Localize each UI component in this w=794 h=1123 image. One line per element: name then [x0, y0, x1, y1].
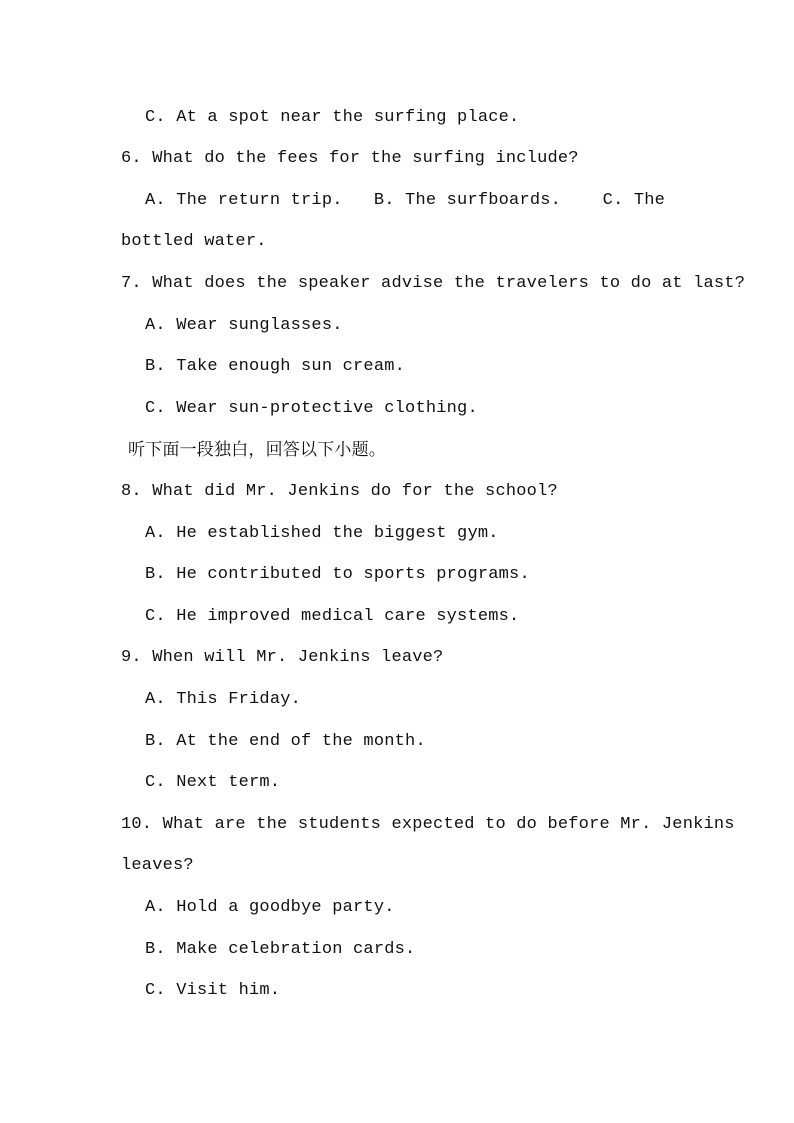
q5-option-c: C. At a spot near the surfing place. [145, 108, 520, 127]
question-7: 7. What does the speaker advise the travelers to do at last? [121, 274, 746, 293]
q7-option-a: A. Wear sunglasses. [145, 316, 343, 335]
q6-options: A. The return trip. B. The surfboards. C. The [145, 191, 666, 210]
question-10: 10. What are the students expected to do before Mr. Jenkins [121, 815, 735, 834]
q8-option-c: C. He improved medical care systems. [145, 607, 520, 626]
question-6: 6. What do the fees for the surfing include? [121, 149, 579, 168]
q8-option-a: A. He established the biggest gym. [145, 524, 499, 543]
q9-option-c: C. Next term. [145, 773, 281, 792]
question-10-continued: leaves? [121, 856, 194, 875]
q8-option-b: B. He contributed to sports programs. [145, 565, 530, 584]
listening-instruction: 听下面一段独白，回答以下小题。 [128, 440, 386, 460]
q10-option-c: C. Visit him. [145, 981, 281, 1000]
q7-option-c: C. Wear sun-protective clothing. [145, 399, 478, 418]
question-8: 8. What did Mr. Jenkins do for the school? [121, 482, 558, 501]
q10-option-a: A. Hold a goodbye party. [145, 898, 395, 917]
q7-option-b: B. Take enough sun cream. [145, 357, 406, 376]
q6-options-continued: bottled water. [121, 232, 267, 251]
q10-option-b: B. Make celebration cards. [145, 940, 416, 959]
question-9: 9. When will Mr. Jenkins leave? [121, 648, 444, 667]
q9-option-b: B. At the end of the month. [145, 732, 426, 751]
q9-option-a: A. This Friday. [145, 690, 302, 709]
